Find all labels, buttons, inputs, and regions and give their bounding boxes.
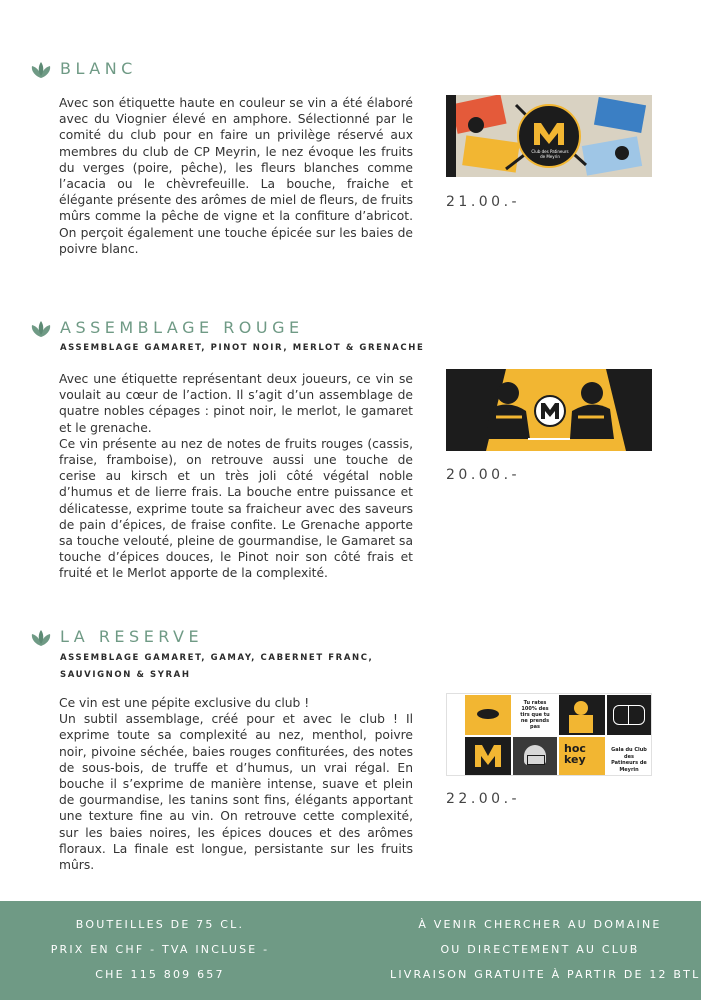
footer-left-line-1: BOUTEILLES DE 75 CL. <box>75 918 245 931</box>
label-tile-helmet <box>513 737 557 775</box>
wine-label-image <box>446 693 652 776</box>
description-paragraph: Avec son étiquette haute en couleur se vin a été élaboré avec du Viognier élevé en amphore. Sélectionné par le comité du club pour en faire un privilège réservé aux membres du club de CP Meyrin, le nez évoque les fruits du verges (poire, pêche), les fleurs blanches comme l’acacia ou le chèvrefeuille. La bouche, fraiche et élégante présente des arômes de miel de fleurs, de fruits mûrs comme la pêche de vigne et la confiture d’abricot. On perçoit également une touche épicée sur les baies de poivre blanc. <box>59 96 413 256</box>
section-description <box>59 371 413 582</box>
footer-right-line-2: OU DIRECTEMENT AU CLUB <box>440 943 640 956</box>
label-text: Club des Patineurs de Meyrin <box>531 149 569 159</box>
footer-left-line-2: PRIX EN CHF - TVA INCLUSE - <box>50 943 270 956</box>
label-tile-quote <box>513 695 557 735</box>
label-hockey-text: hoc key <box>564 742 586 766</box>
wine-label-image <box>446 95 652 177</box>
leaf-icon <box>29 60 53 80</box>
leaf-icon <box>29 628 53 648</box>
description-paragraph: Avec une étiquette représentant deux joueurs, ce vin se voulait au cœur de l’action. Il s’agit d’un assemblage de quatre nobles cépages : pinot noir, le merlot, le gamaret et le grenache. <box>59 372 413 435</box>
section-description <box>59 695 413 873</box>
price: 22.00.- <box>446 791 521 807</box>
label-tile-hockey <box>559 737 605 775</box>
description-paragraph: Ce vin présente au nez de notes de fruits rouges (cassis, fraise, framboise), on retrouve aussi une touche de cerise au kirsch et un très joli côté végétal noble d’humus et de lierre frais. La bouche entre puissance et délicatesse, exprime toute sa fraicheur avec des saveurs de pain d’épices, de fraise confite. Le Grenache apporte sa touche velouté, pleine de gourmandise, le Gamaret sa touche d’épices douces, le Pinot noir son côté frais et fruité et le Merlot apporte de la complexité. <box>59 436 413 581</box>
section-title: ASSEMBLAGE ROUGE <box>60 318 304 337</box>
footer-right-line-3: LIVRAISON GRATUITE À PARTIR DE 12 BTL <box>390 968 701 981</box>
label-tile-player <box>559 695 605 735</box>
section-subtitle: ASSEMBLAGE GAMARET, PINOT NOIR, MERLOT & GRENACHE <box>60 343 425 353</box>
label-quote-text: Tu rates 100% des tirs que tu ne prends pas <box>520 700 550 730</box>
description-paragraph: Un subtil assemblage, créé pour et avec le club ! Il exprime toute sa complexité au nez, menthol, poivre noir, pivoine séchée, baies rouges confiturées, des notes de sous-bois, de truffe et d’humus, un vrai régal. En bouche il s’exprime de manière intense, suave et plein de gourmandise, les tanins sont fins, élégants apportant une texture fine au vin. On retrouve cette complexité, sur les baies noires, les épices douces et des arômes floraux. La finale est longue, persistante sur les fruits mûrs. <box>59 712 413 873</box>
wine-label-image <box>446 369 652 451</box>
label-tile-puck <box>465 695 511 735</box>
section-subtitle-line-1: ASSEMBLAGE GAMARET, GAMAY, CABERNET FRANC, <box>60 653 374 663</box>
price: 21.00.- <box>446 194 521 210</box>
label-tile-logo <box>465 737 511 775</box>
footer-right-line-1: À VENIR CHERCHER AU DOMAINE <box>418 918 662 931</box>
price: 20.00.- <box>446 467 521 483</box>
section-title: BLANC <box>60 59 137 78</box>
label-tile-gala <box>607 737 651 775</box>
footer-band <box>0 901 701 1000</box>
footer-left-line-3: CHE 115 809 657 <box>95 968 225 981</box>
section-title: LA RESERVE <box>60 627 204 646</box>
section-subtitle-line-2: SAUVIGNON & SYRAH <box>60 670 191 680</box>
section-description <box>59 95 413 257</box>
label-gala-text: Gala du Club des Patineurs de Meyrin <box>611 747 647 773</box>
description-paragraph: Ce vin est une pépite exclusive du club ! <box>59 696 310 710</box>
label-tile-rink <box>607 695 651 735</box>
leaf-icon <box>29 319 53 339</box>
